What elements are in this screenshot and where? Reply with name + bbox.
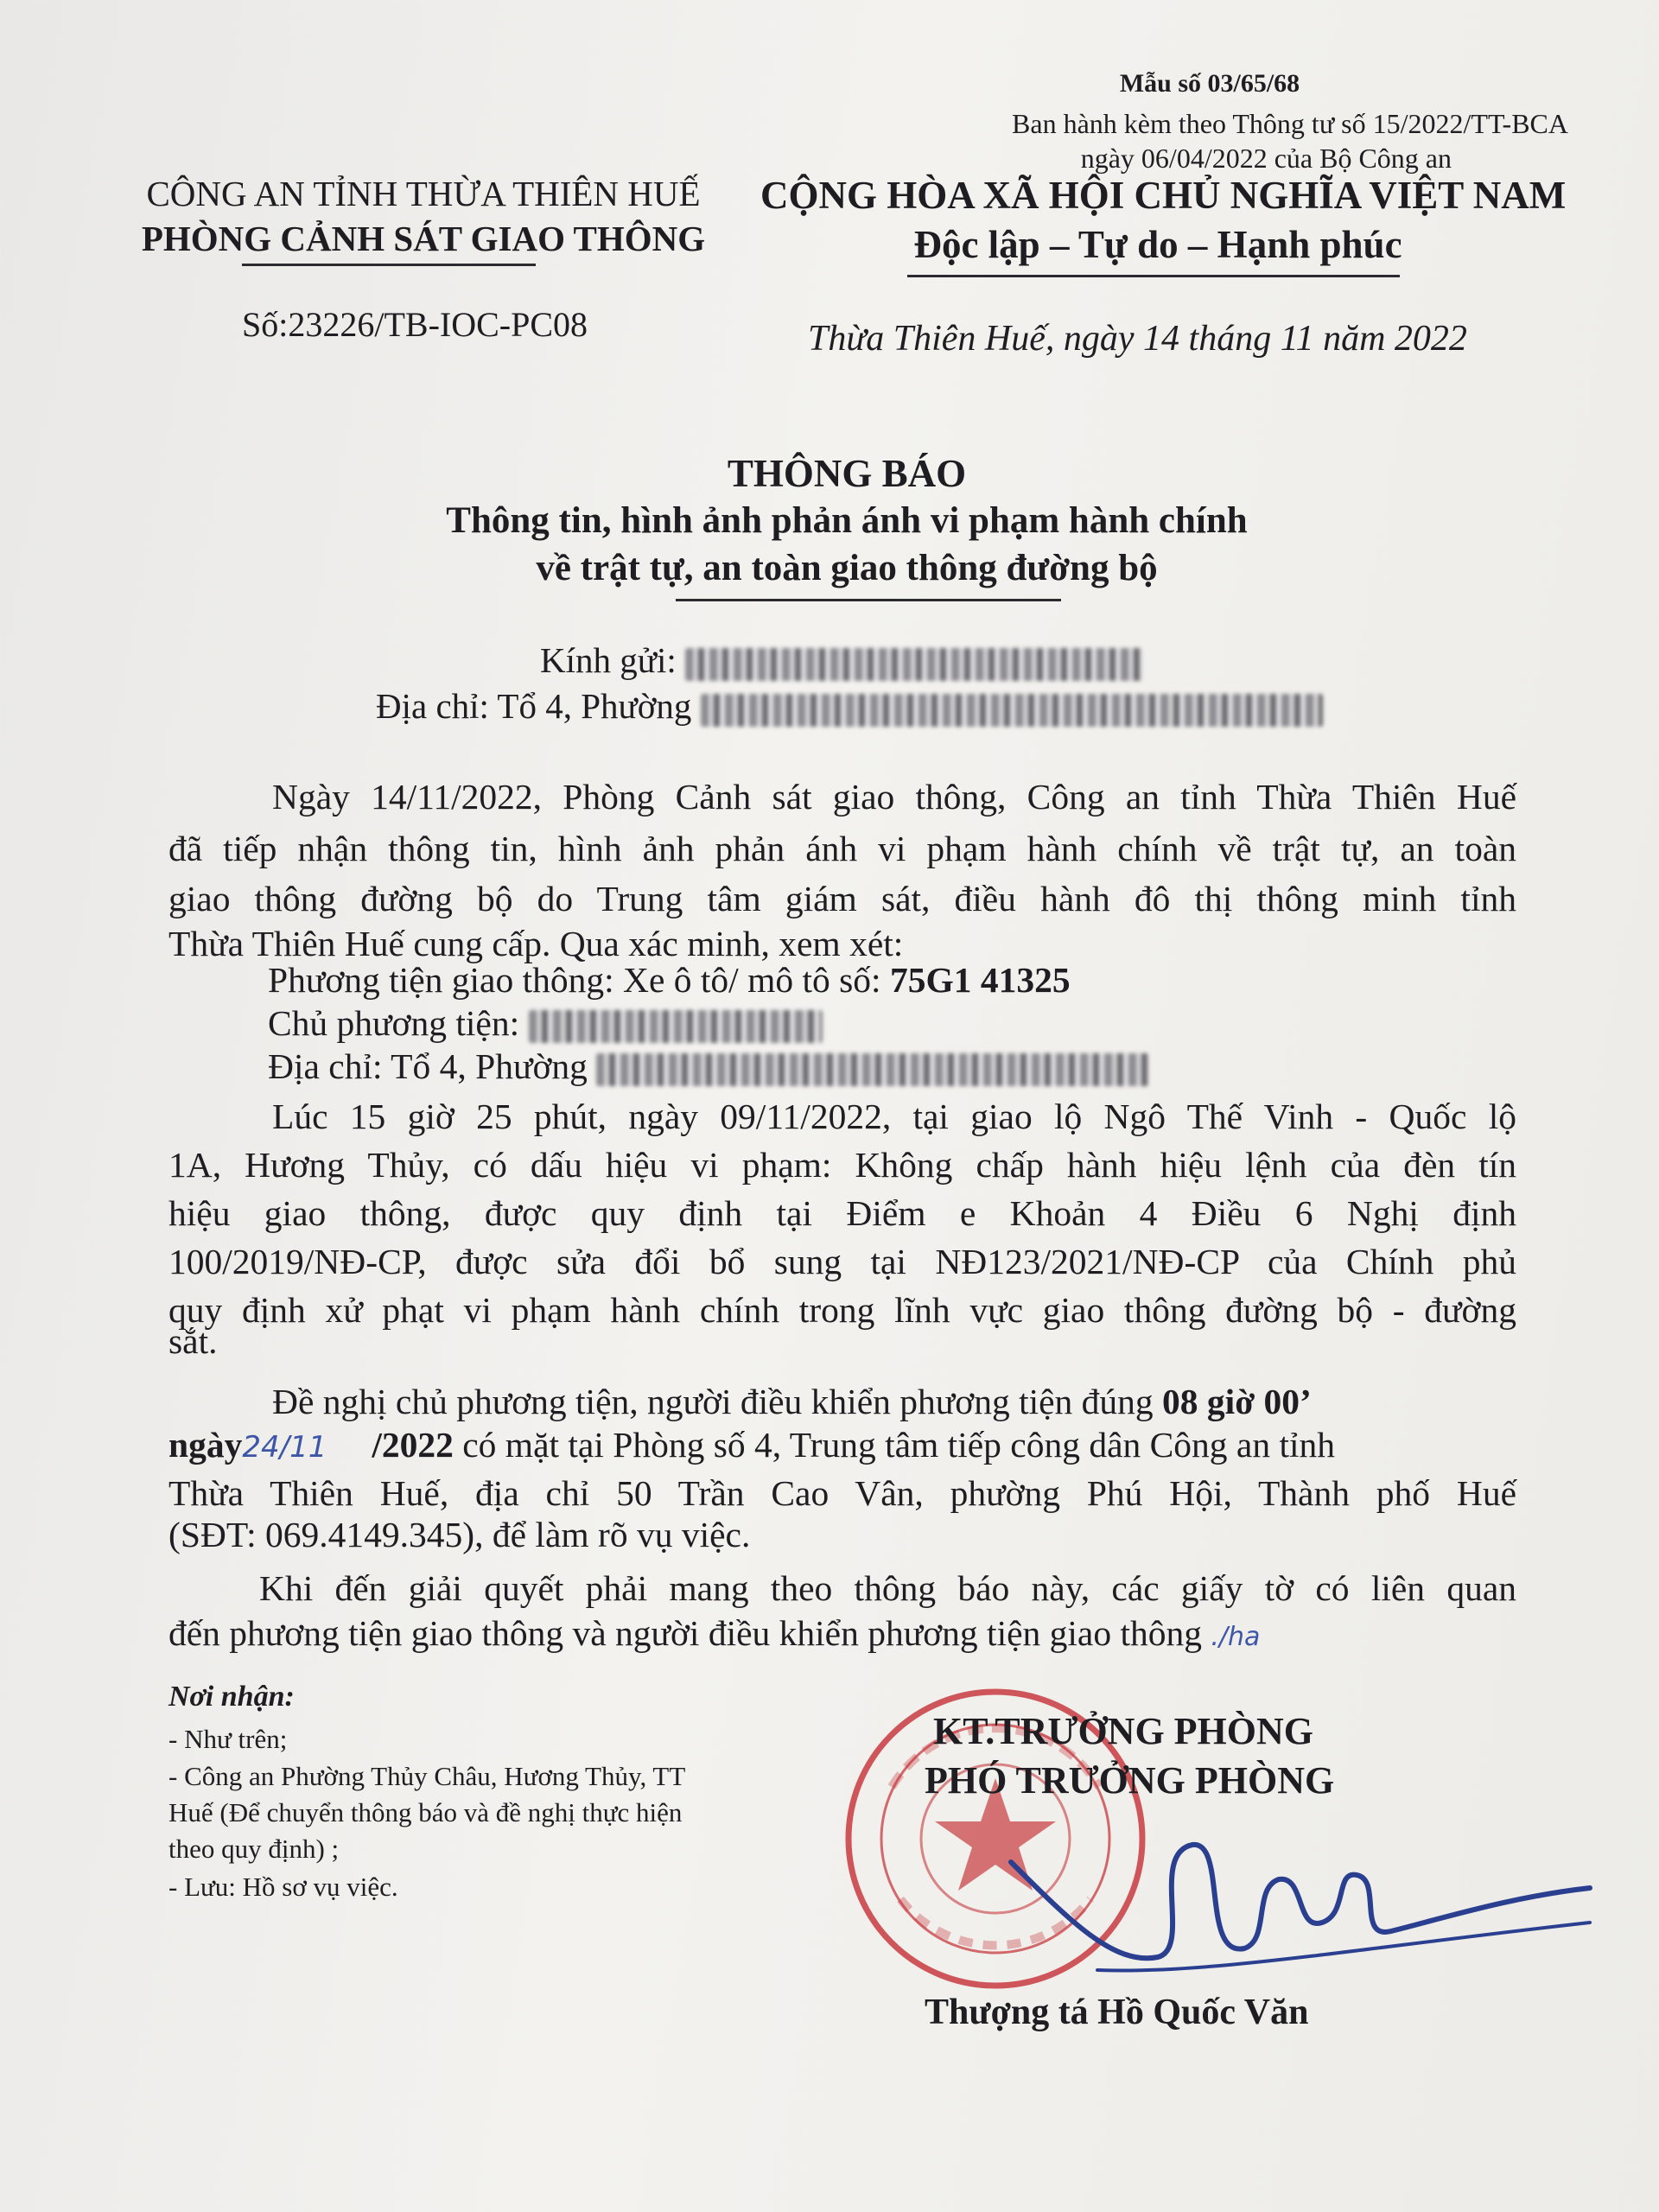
national-title: CỘNG HÒA XÃ HỘI CHỦ NGHĨA VIỆT NAM bbox=[760, 174, 1567, 217]
place-and-date: Thừa Thiên Huế, ngày 14 tháng 11 năm 2022 bbox=[808, 319, 1467, 359]
document-subtitle-line1: Thông tin, hình ảnh phản ánh vi phạm hành chính bbox=[446, 500, 1248, 541]
form-number: Mẫu số 03/65/68 bbox=[1119, 69, 1300, 98]
appointment-year: /2022 bbox=[372, 1425, 454, 1465]
recipient-item: - Công an Phường Thủy Châu, Hương Thủy, TT bbox=[168, 1761, 686, 1791]
national-motto: Độc lập – Tự do – Hạnh phúc bbox=[913, 223, 1402, 266]
owner-address-line bbox=[268, 1046, 1149, 1087]
paragraph-1-line-3: giao thông đường bộ do Trung tâm giám sát, điều hành đô thị thông minh tỉnh bbox=[168, 879, 1516, 918]
closing-text: đến phương tiện giao thông và người điều khiển phương tiện giao thông bbox=[168, 1613, 1203, 1653]
motto-underline bbox=[907, 275, 1400, 277]
department-underline bbox=[242, 264, 536, 266]
recipient-line bbox=[540, 639, 1143, 681]
request-line-1 bbox=[272, 1381, 1312, 1422]
request-location: có mặt tại Phòng số 4, Trung tâm tiếp công dân Công an tỉnh bbox=[462, 1425, 1336, 1465]
body-line bbox=[168, 1144, 1516, 1185]
redacted-recipient-name bbox=[685, 648, 1143, 681]
body-line bbox=[168, 1567, 1516, 1609]
redacted-recipient-address bbox=[701, 694, 1323, 727]
signature-title-line1: KT.TRƯỞNG PHÒNG bbox=[933, 1710, 1313, 1752]
recipient-label: Kính gửi: bbox=[540, 640, 677, 680]
owner-line bbox=[268, 1002, 823, 1044]
body-line bbox=[168, 828, 1516, 869]
signature-title-line2: PHÓ TRƯỞNG PHÒNG bbox=[925, 1759, 1335, 1802]
department-name: PHÒNG CẢNH SÁT GIAO THÔNG bbox=[141, 219, 706, 258]
paragraph-1-line-2: đã tiếp nhận thông tin, hình ảnh phản ánh vi phạm hành chính về trật tự, an toàn bbox=[168, 829, 1516, 868]
violation-line-6: sắt. bbox=[168, 1321, 218, 1361]
paragraph-1-line-4: Thừa Thiên Huế cung cấp. Qua xác minh, xem xét: bbox=[168, 924, 904, 963]
document-number: Số:23226/TB-IOC-PC08 bbox=[242, 305, 588, 344]
request-text: Đề nghị chủ phương tiện, người điều khiển phương tiện đúng bbox=[272, 1382, 1154, 1421]
body-line bbox=[168, 1241, 1516, 1282]
request-line-2 bbox=[168, 1424, 1335, 1465]
recipients-title: Nơi nhận: bbox=[168, 1681, 295, 1713]
agency-name: CÔNG AN TỈNH THỪA THIÊN HUẾ bbox=[146, 174, 701, 213]
request-line-3: Thừa Thiên Huế, địa chỉ 50 Trần Cao Vân, phường Phú Hội, Thành phố Huế bbox=[168, 1473, 1516, 1513]
handwritten-initial: ./ha bbox=[1211, 1622, 1261, 1652]
redacted-owner-name bbox=[529, 1010, 823, 1043]
day-label: ngày bbox=[168, 1425, 243, 1465]
body-line bbox=[168, 776, 1516, 817]
violation-line-3: hiệu giao thông, được quy định tại Điểm e Khoản 4 Điều 6 Nghị định bbox=[168, 1193, 1516, 1233]
document-subtitle-line2: về trật tự, an toàn giao thông đường bộ bbox=[536, 548, 1158, 588]
violation-line-2: 1A, Hương Thủy, có dấu hiệu vi phạm: Không chấp hành hiệu lệnh của đèn tín bbox=[168, 1145, 1516, 1185]
body-line bbox=[168, 1192, 1516, 1234]
owner-label: Chủ phương tiện: bbox=[268, 1003, 520, 1043]
violation-line-4: 100/2019/NĐ-CP, được sửa đổi bổ sung tại NĐ123/2021/NĐ-CP của Chính phủ bbox=[168, 1242, 1516, 1281]
document-title: THÔNG BÁO bbox=[727, 452, 967, 495]
recipient-item: theo quy định) ; bbox=[168, 1834, 340, 1864]
recipient-address-label: Địa chỉ: Tổ 4, Phường bbox=[376, 686, 692, 726]
recipient-item: - Như trên; bbox=[168, 1724, 288, 1754]
request-line-4: (SĐT: 069.4149.345), để làm rõ vụ việc. bbox=[168, 1515, 751, 1554]
form-reference-line1: Ban hành kèm theo Thông tư số 15/2022/TT-BCA bbox=[1012, 108, 1568, 139]
recipient-address-line bbox=[376, 685, 1323, 727]
subtitle-underline bbox=[676, 599, 1061, 601]
body-line bbox=[168, 1472, 1516, 1514]
body-line bbox=[168, 1096, 1516, 1137]
owner-address-label: Địa chỉ: Tổ 4, Phường bbox=[268, 1046, 588, 1086]
paragraph-1-line-1: Ngày 14/11/2022, Phòng Cảnh sát giao thông, Công an tỉnh Thừa Thiên Huế bbox=[272, 777, 1516, 817]
recipient-item: Huế (Để chuyển thông báo và đề nghị thực hiện bbox=[168, 1797, 683, 1827]
body-line bbox=[168, 878, 1516, 919]
closing-line-1: Khi đến giải quyết phải mang theo thông báo này, các giấy tờ có liên quan bbox=[259, 1568, 1516, 1608]
form-reference-line2: ngày 06/04/2022 của Bộ Công an bbox=[1080, 143, 1452, 174]
vehicle-label: Phương tiện giao thông: Xe ô tô/ mô tô số: bbox=[268, 960, 881, 1000]
license-plate: 75G1 41325 bbox=[889, 960, 1071, 1000]
body-line bbox=[168, 1289, 1516, 1331]
redacted-owner-address bbox=[596, 1053, 1149, 1086]
closing-line-2 bbox=[168, 1612, 1260, 1654]
handwritten-signature bbox=[994, 1793, 1599, 2018]
violation-line-1: Lúc 15 giờ 25 phút, ngày 09/11/2022, tại giao lộ Ngô Thế Vinh - Quốc lộ bbox=[272, 1096, 1516, 1136]
recipient-item: - Lưu: Hồ sơ vụ việc. bbox=[168, 1872, 398, 1902]
appointment-time: 08 giờ 00’ bbox=[1162, 1382, 1312, 1421]
handwritten-date: 24/11 bbox=[242, 1430, 327, 1465]
vehicle-line bbox=[268, 959, 1071, 1001]
signer-name: Thượng tá Hồ Quốc Văn bbox=[925, 1993, 1309, 2032]
violation-line-5: quy định xử phạt vi phạm hành chính trong lĩnh vực giao thông đường bộ - đường bbox=[168, 1290, 1516, 1330]
